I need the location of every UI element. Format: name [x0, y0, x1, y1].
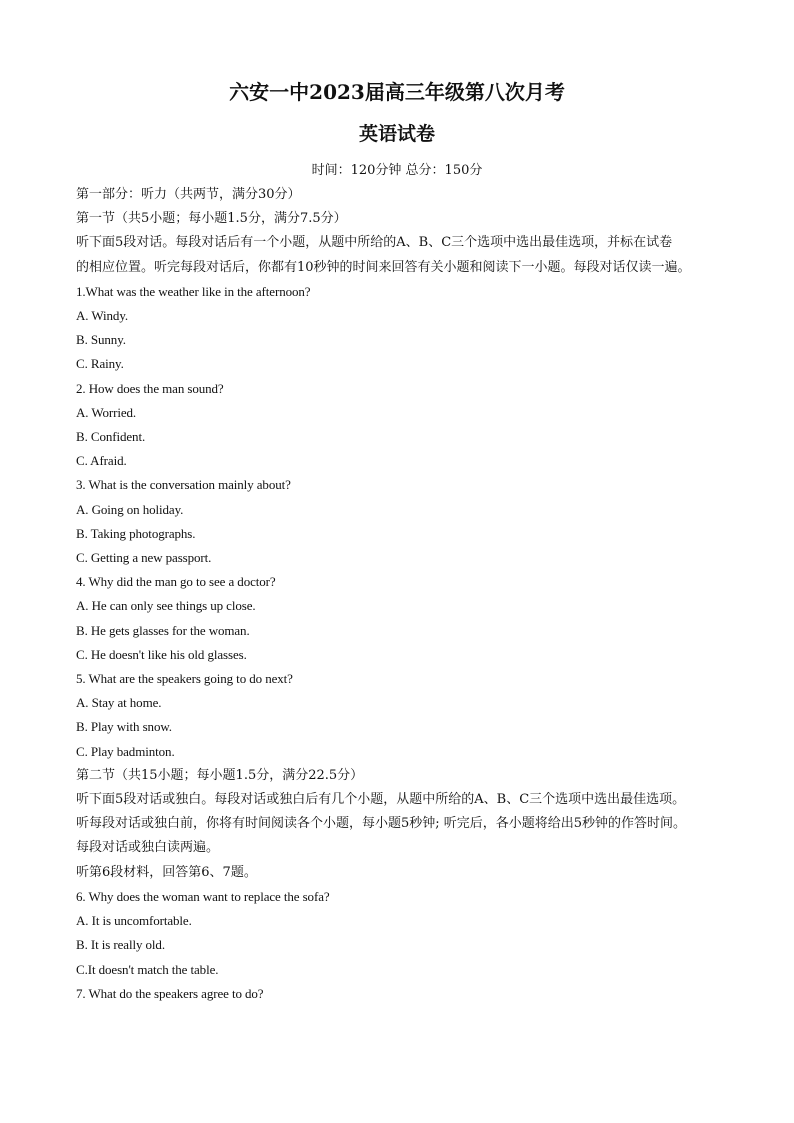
q4-option-c: C. He doesn't like his old glasses.: [76, 646, 247, 662]
section2-instructions-line1: 听下面5段对话或独白。每段对话或独白后有几个小题，从题中所给的A、B、C三个选项中选出最佳选项。: [76, 792, 686, 808]
question-7: 7. What do the speakers agree to do?: [76, 985, 264, 1001]
section2-heading: 第二节（共15小题；每小题1.5分，满分22.5分）: [76, 767, 364, 783]
q3-option-a: A. Going on holiday.: [76, 501, 184, 517]
exam-body: [76, 183, 726, 1006]
question-2: 2. How does the man sound?: [76, 380, 224, 396]
q1-option-c: C. Rainy.: [76, 356, 124, 372]
question-6: 6. Why does the woman want to replace the sofa?: [76, 888, 330, 904]
question-5: 5. What are the speakers going to do next?: [76, 671, 293, 687]
time-score-info: 时间：120分钟 总分：150分: [311, 163, 483, 178]
material-6-note: 听第6段材料，回答第6、7题。: [76, 864, 257, 880]
question-1: 1.What was the weather like in the afternoon?: [76, 283, 311, 299]
q1-option-b: B. Sunny.: [76, 332, 126, 348]
q2-option-b: B. Confident.: [76, 429, 146, 445]
q3-option-c: C. Getting a new passport.: [76, 550, 212, 566]
q6-option-b: B. It is really old.: [76, 937, 165, 953]
q5-option-b: B. Play with snow.: [76, 719, 172, 735]
question-3: 3. What is the conversation mainly about?: [76, 477, 291, 493]
exam-subtitle: 英语试卷: [358, 123, 435, 145]
q6-option-a: A. It is uncomfortable.: [76, 913, 192, 929]
q2-option-a: A. Worried.: [76, 404, 137, 420]
part1-heading: 第一部分：听力（共两节，满分30分）: [76, 187, 301, 202]
q6-option-c: C.It doesn't match the table.: [76, 961, 219, 977]
q1-option-a: A. Windy.: [76, 308, 129, 324]
question-4: 4. Why did the man go to see a doctor?: [76, 574, 276, 590]
section1-instructions-line2: 的相应位置。听完每段对话后，你都有10秒钟的时间来回答有关小题和阅读下一小题。每段对话仅读一遍。: [76, 259, 691, 275]
section1-instructions-line1: 听下面5段对话。每段对话后有一个小题，从题中所给的A、B、C三个选项中选出最佳选项，并标在试卷: [76, 235, 673, 251]
section2-instructions-line2: 听每段对话或独白前，你将有时间阅读各个小题，每小题5秒钟; 听完后，各小题将给出5秒钟的作答时间。: [76, 816, 687, 832]
q4-option-b: B. He gets glasses for the woman.: [76, 622, 250, 638]
q4-option-a: A. He can only see things up close.: [76, 598, 256, 614]
section1-heading: 第一节（共5小题；每小题1.5分，满分7.5分）: [76, 211, 347, 227]
q5-option-c: C. Play badminton.: [76, 743, 175, 759]
section2-instructions-line3: 每段对话或独白读两遍。: [76, 840, 220, 856]
q5-option-a: A. Stay at home.: [76, 695, 162, 711]
exam-title: 六安一中2023届高三年级第八次月考: [229, 80, 565, 104]
q3-option-b: B. Taking photographs.: [76, 525, 196, 541]
q2-option-c: C. Afraid.: [76, 453, 127, 469]
